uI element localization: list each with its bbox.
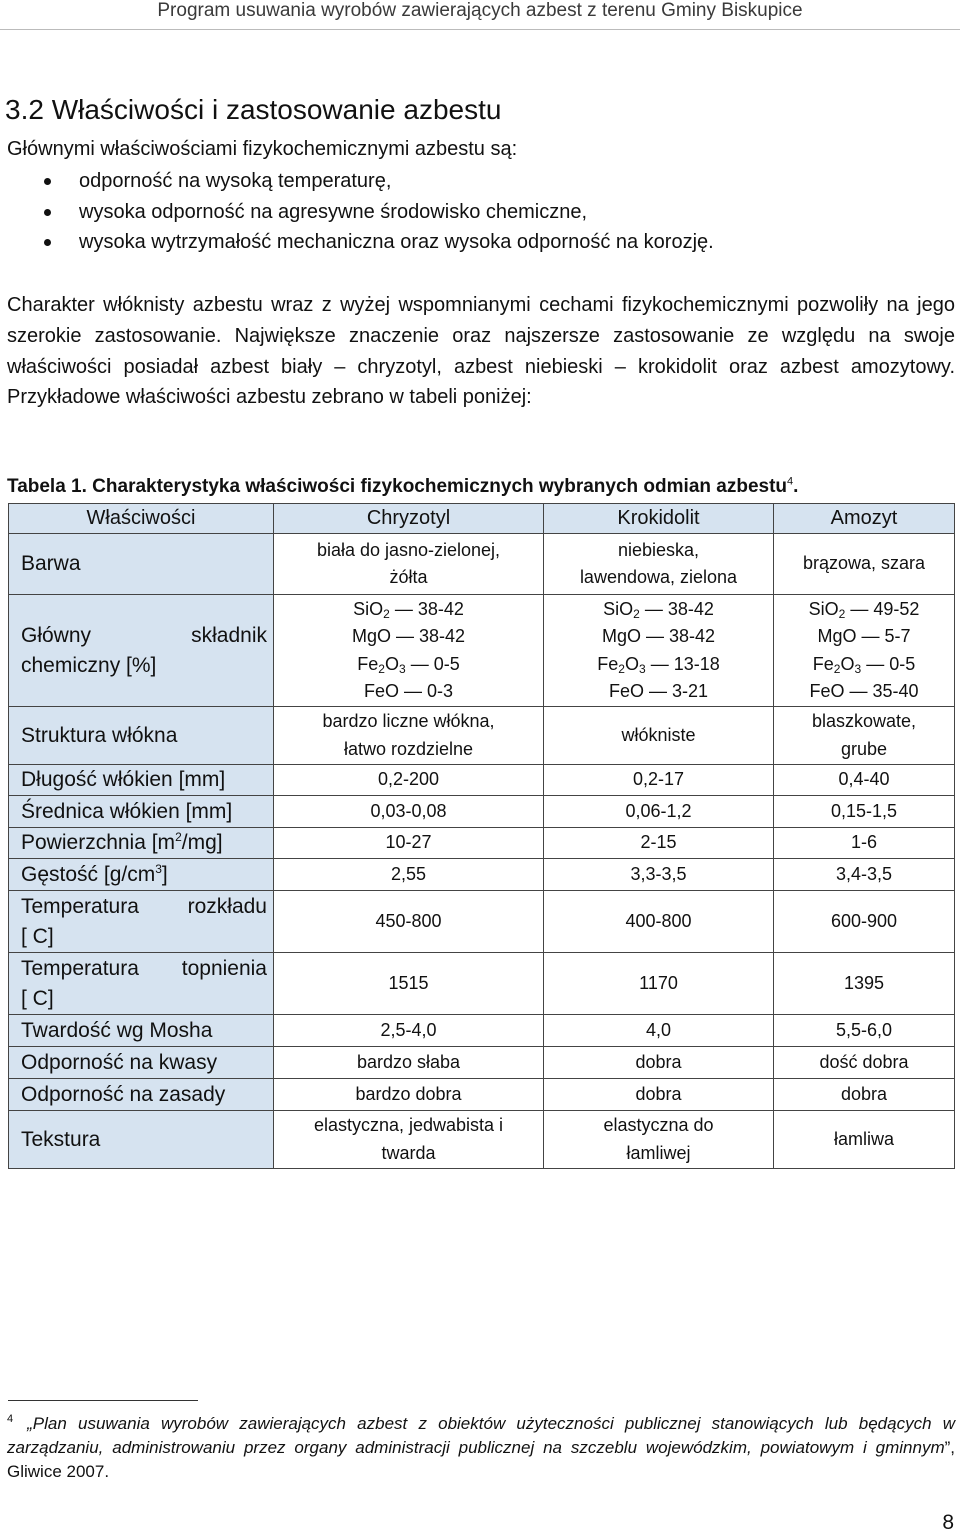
- page-number: 8: [942, 1511, 954, 1534]
- row-label: Odporność na zasady: [9, 1079, 274, 1111]
- row-label: Długość włókien [mm]: [9, 765, 274, 796]
- bullet-icon: [44, 178, 51, 185]
- table-row: [9, 828, 955, 859]
- table-cell: 400-800: [544, 891, 774, 953]
- table-cell: elastyczna, jedwabista i twarda: [274, 1111, 544, 1169]
- table-cell: 3,4-3,5: [774, 859, 955, 891]
- table-cell: 600-900: [774, 891, 955, 953]
- table-row: [9, 595, 955, 707]
- table-cell: SiO$_2$ — 38-42 MgO — 38-42 $Fe_2O_3$ — 0-5 FeO — 0-3: [274, 595, 544, 707]
- table-cell: dobra: [774, 1079, 955, 1111]
- table-row: [9, 796, 955, 828]
- table-cell: blaszkowate, grube: [774, 707, 955, 765]
- table-caption: Tabela 1. Charakterystyka właściwości fizykochemicznych wybranych odmian azbestu$^4$.: [7, 475, 799, 497]
- footnote-ref: 4: [787, 475, 794, 488]
- bullet-icon: [44, 239, 51, 246]
- row-label: Główny składnik chemiczny [%]: [9, 595, 274, 707]
- table-cell: elastyczna do łamliwej: [544, 1111, 774, 1169]
- page-header: Program usuwania wyrobów zawierających azbest z terenu Gminy Biskupice: [157, 0, 803, 21]
- table-cell: 10-27: [274, 828, 544, 859]
- list-item: odporność na wysoką temperaturę,: [0, 166, 950, 197]
- table-row: [9, 1079, 955, 1111]
- table-cell: bardzo liczne włókna, łatwo rozdzielne: [274, 707, 544, 765]
- table-cell: 2,5-4,0: [274, 1015, 544, 1047]
- column-header: Właściwości: [9, 504, 274, 534]
- table-cell: SiO$_2$ — 38-42 MgO — 38-42 $Fe_2O_3$ — 13-18 FeO — 3-21: [544, 595, 774, 707]
- row-label: Struktura włókna: [9, 707, 274, 765]
- footnote-title: „Plan usuwania wyrobów zawierających azbest z obiektów użyteczności publicznej stanowiących lub będących w zarządzaniu, administrowaniu przez organy administracji publicznej na szczeblu wojewódzkim, powiatowym i gminnym: [7, 1414, 955, 1457]
- properties-list: [0, 166, 950, 258]
- column-header: Chryzotyl: [274, 504, 544, 534]
- table-cell: biała do jasno-zielonej, żółta: [274, 534, 544, 595]
- table-cell: bardzo słaba: [274, 1047, 544, 1079]
- table-header-row: [9, 504, 955, 534]
- table-cell: dość dobra: [774, 1047, 955, 1079]
- table-cell: 5,5-6,0: [774, 1015, 955, 1047]
- row-label: Temperatura topnienia [ C]: [9, 953, 274, 1015]
- bullet-icon: [44, 209, 51, 216]
- table-row: [9, 765, 955, 796]
- table-row: [9, 1111, 955, 1169]
- table-cell: niebieska, lawendowa, zielona: [544, 534, 774, 595]
- table-cell: 450-800: [274, 891, 544, 953]
- section-title: 3.2 Właściwości i zastosowanie azbestu: [5, 94, 502, 125]
- row-label: Temperatura rozkładu [ C]: [9, 891, 274, 953]
- table-row: [9, 953, 955, 1015]
- table-cell: 4,0: [544, 1015, 774, 1047]
- column-header: Amozyt: [774, 504, 955, 534]
- list-item: wysoka wytrzymałość mechaniczna oraz wysoka odporność na korozję.: [0, 227, 950, 258]
- table-cell: bardzo dobra: [274, 1079, 544, 1111]
- table-cell: 2,55: [274, 859, 544, 891]
- table-cell: 3,3-3,5: [544, 859, 774, 891]
- body-paragraph: Charakter włóknisty azbestu wraz z wyżej wspomnianymi cechami fizykochemicznymi pozwoliły na jego szerokie zastosowanie. Największe znaczenie oraz najszersze zastosowanie ze względu na swoje właściwości posiadał azbest biały – chryzotyl, azbest niebieski – krokidolit oraz azbest amozytowy. Przykładowe właściwości azbestu zebrano w tabeli poniżej:: [7, 294, 955, 409]
- table-cell: 1395: [774, 953, 955, 1015]
- table-cell: 2-15: [544, 828, 774, 859]
- row-label: Gęstość $[g/cm^3]$: [9, 859, 274, 891]
- table-cell: włókniste: [544, 707, 774, 765]
- table-cell: 0,15-1,5: [774, 796, 955, 828]
- row-label: Barwa: [9, 534, 274, 595]
- table-cell: 0,06-1,2: [544, 796, 774, 828]
- table-cell: dobra: [544, 1079, 774, 1111]
- row-label: Twardość wg Mosha: [9, 1015, 274, 1047]
- table-cell: 0,2-200: [274, 765, 544, 796]
- table-row: [9, 534, 955, 595]
- table-cell: 0,03-0,08: [274, 796, 544, 828]
- row-label: Powierzchnia $[m^2/mg]$: [9, 828, 274, 859]
- table-cell: łamliwa: [774, 1111, 955, 1169]
- table-row: [9, 707, 955, 765]
- row-label: Odporność na kwasy: [9, 1047, 274, 1079]
- row-label: Tekstura: [9, 1111, 274, 1169]
- table-cell: 1170: [544, 953, 774, 1015]
- header-divider: [0, 29, 960, 30]
- table-row: [9, 1047, 955, 1079]
- table-cell: SiO$_2$ — 49-52 MgO — 5-7 $Fe_2O_3$ — 0-5 FeO — 35-40: [774, 595, 955, 707]
- intro-text: Głównymi właściwościami fizykochemicznymi azbestu są:: [7, 138, 518, 160]
- footnote-number: 4: [7, 1413, 14, 1426]
- list-item: wysoka odporność na agresywne środowisko chemiczne,: [0, 197, 950, 228]
- table-cell: 0,2-17: [544, 765, 774, 796]
- footnote-divider: [8, 1400, 198, 1401]
- table-cell: 1-6: [774, 828, 955, 859]
- table-cell: 0,4-40: [774, 765, 955, 796]
- table-cell: 1515: [274, 953, 544, 1015]
- asbestos-properties-table: [8, 503, 955, 1169]
- table-cell: brązowa, szara: [774, 534, 955, 595]
- column-header: Krokidolit: [544, 504, 774, 534]
- table-row: [9, 891, 955, 953]
- table-row: [9, 1015, 955, 1047]
- footnote: $^4$ „Plan usuwania wyrobów zawierających azbest z obiektów użyteczności publicznej stanowiących lub będących w zarządzaniu, administrowaniu przez organy administracji publicznej na szczeblu wojewódzkim, powiatowym i gminnym”, Gliwice 2007.: [7, 1413, 955, 1481]
- table-row: [9, 859, 955, 891]
- table-cell: dobra: [544, 1047, 774, 1079]
- row-label: Średnica włókien [mm]: [9, 796, 274, 828]
